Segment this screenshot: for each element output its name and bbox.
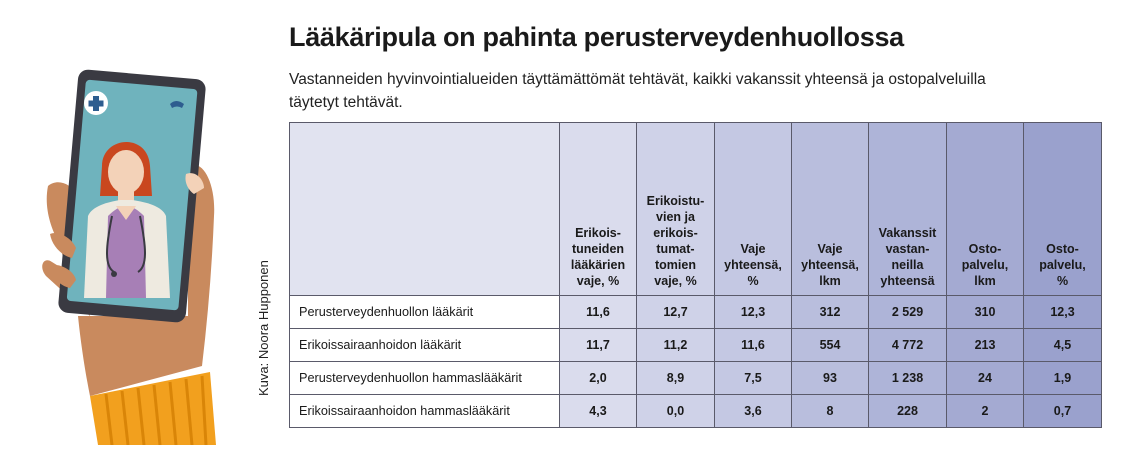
table-cell: 12,3 bbox=[1024, 296, 1102, 329]
medical-cross-icon bbox=[84, 91, 108, 115]
page-title: Lääkäripula on pahinta perusterveydenhuollossa bbox=[289, 22, 904, 52]
table-row bbox=[290, 329, 1102, 362]
column-header bbox=[947, 123, 1024, 296]
table-cell: 12,7 bbox=[637, 296, 715, 329]
row-label-header bbox=[290, 123, 560, 296]
table-cell: 213 bbox=[947, 329, 1024, 362]
column-header-line: tumat- bbox=[656, 242, 695, 256]
page-subtitle: Vastanneiden hyvinvointialueiden täyttämättömät tehtävät, kaikki vakanssit yhteensä ja ostopalveluilla täytetyt tehtävät. bbox=[289, 71, 986, 111]
table-cell: 93 bbox=[792, 362, 869, 395]
table-cell: 24 bbox=[947, 362, 1024, 395]
table-cell: 2,0 bbox=[560, 362, 637, 395]
table-cell: 554 bbox=[792, 329, 869, 362]
column-header bbox=[637, 123, 715, 296]
column-header-line: lääkärien bbox=[570, 258, 626, 272]
table-cell: 11,6 bbox=[715, 329, 792, 362]
table-cell: 7,5 bbox=[715, 362, 792, 395]
row-label: Erikoissairaanhoidon hammaslääkärit bbox=[290, 395, 560, 428]
table-cell: 4,5 bbox=[1024, 329, 1102, 362]
column-header-line: vaje, % bbox=[654, 274, 697, 288]
column-header-line: palvelu, bbox=[961, 258, 1009, 272]
table-cell: 0,7 bbox=[1024, 395, 1102, 428]
table-cell: 4 772 bbox=[869, 329, 947, 362]
column-header-line: % bbox=[747, 274, 759, 288]
column-header-line: palvelu, bbox=[1039, 258, 1086, 272]
table-row bbox=[290, 395, 1102, 428]
row-label: Perusterveydenhuollon hammaslääkärit bbox=[290, 362, 560, 395]
row-label: Perusterveydenhuollon lääkärit bbox=[290, 296, 560, 329]
column-header-line: Erikois- bbox=[575, 226, 621, 240]
column-header-line: yhteensä, bbox=[801, 258, 859, 272]
table-header-row bbox=[290, 123, 1102, 296]
table-cell: 8 bbox=[792, 395, 869, 428]
table-row bbox=[290, 362, 1102, 395]
table-cell: 11,7 bbox=[560, 329, 637, 362]
table-cell: 1 238 bbox=[869, 362, 947, 395]
column-header-line: tuneiden bbox=[571, 242, 625, 256]
table-cell: 11,6 bbox=[560, 296, 637, 329]
doctor-phone-illustration bbox=[28, 66, 228, 445]
column-header bbox=[869, 123, 947, 296]
column-header-line: yhteensä, bbox=[724, 258, 782, 272]
column-header-line: Vakanssit bbox=[878, 226, 937, 240]
image-credit: Kuva: Noora Hupponen bbox=[256, 260, 271, 396]
doctor-shortage-table bbox=[289, 122, 1102, 428]
column-header-line: lkm bbox=[974, 274, 996, 288]
column-header-line: neilla bbox=[891, 258, 924, 272]
table-cell: 312 bbox=[792, 296, 869, 329]
column-header-line: yhteensä bbox=[880, 274, 935, 288]
column-header-line: Erikoistu- bbox=[646, 194, 705, 208]
column-header bbox=[792, 123, 869, 296]
column-header-line: Osto- bbox=[968, 242, 1002, 256]
column-header-line: Osto- bbox=[1046, 242, 1079, 256]
table-cell: 11,2 bbox=[637, 329, 715, 362]
column-header-line: Vaje bbox=[817, 242, 843, 256]
table-row bbox=[290, 296, 1102, 329]
column-header bbox=[715, 123, 792, 296]
column-header-line: lkm bbox=[819, 274, 841, 288]
column-header-line: Vaje bbox=[740, 242, 766, 256]
table-cell: 2 bbox=[947, 395, 1024, 428]
column-header-line: tomien bbox=[655, 258, 696, 272]
table-cell: 310 bbox=[947, 296, 1024, 329]
column-header-line: erikois- bbox=[653, 226, 698, 240]
table-cell: 4,3 bbox=[560, 395, 637, 428]
column-header-line: vaje, % bbox=[576, 274, 620, 288]
table-cell: 3,6 bbox=[715, 395, 792, 428]
column-header bbox=[1024, 123, 1102, 296]
table-cell: 0,0 bbox=[637, 395, 715, 428]
column-header-line: % bbox=[1056, 274, 1069, 288]
table-cell: 8,9 bbox=[637, 362, 715, 395]
column-header-line: vastan- bbox=[885, 242, 930, 256]
table-cell: 12,3 bbox=[715, 296, 792, 329]
column-header bbox=[560, 123, 637, 296]
table-cell: 1,9 bbox=[1024, 362, 1102, 395]
table-cell: 228 bbox=[869, 395, 947, 428]
column-header-line: vien ja bbox=[656, 210, 695, 224]
table-cell: 2 529 bbox=[869, 296, 947, 329]
row-label: Erikoissairaanhoidon lääkärit bbox=[290, 329, 560, 362]
